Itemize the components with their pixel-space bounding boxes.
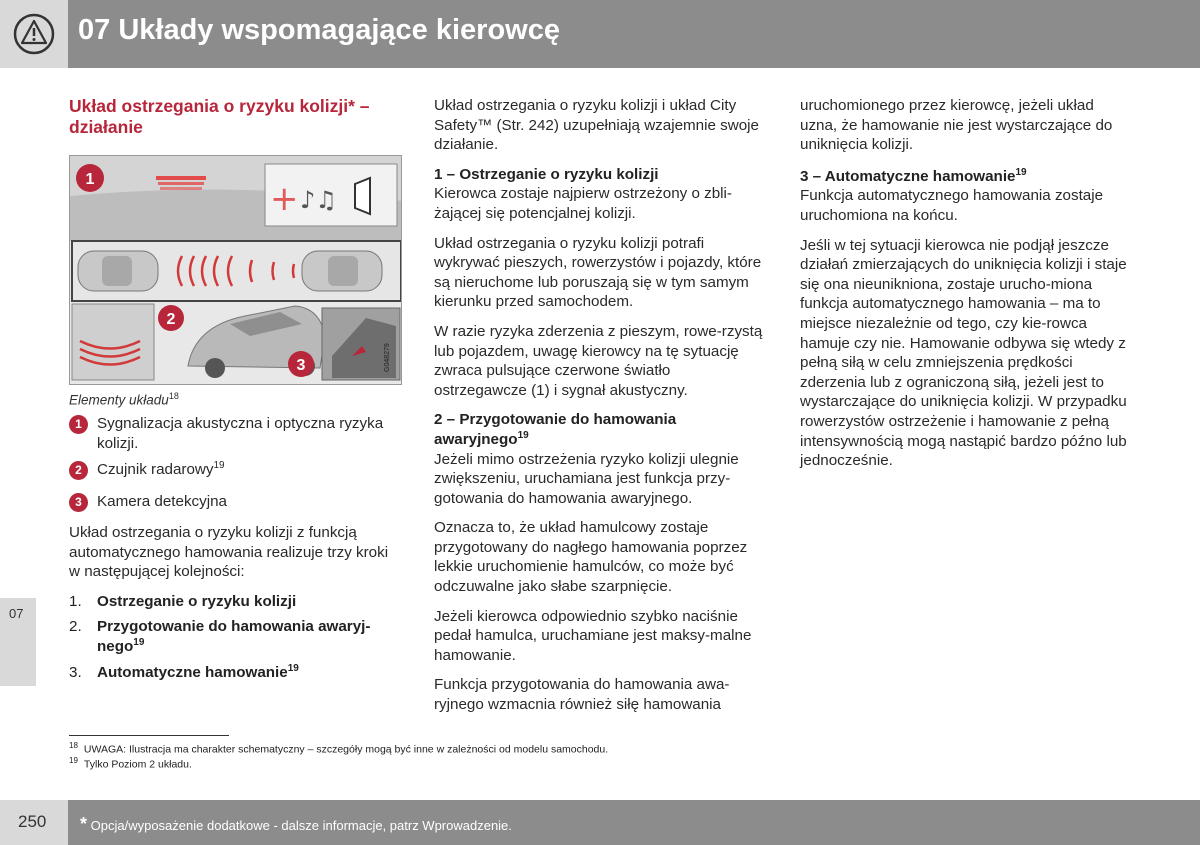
legend-number: 3 [69,493,88,512]
marker-2-label: 2 [166,311,176,328]
subheading: 3 – Automatyczne hamowanie$^{19}$ [800,166,1027,185]
paragraph: Kierowca zostaje najpierw ostrzeżony o zbli-żającej się potencjalnej kolizji. [434,185,732,222]
marker-3-label: 3 [296,357,306,374]
paragraph: Jeżeli mimo ostrzeżenia ryzyko kolizji ulegnie zwiększeniu, uruchamiana jest funkcja przy-gotowania do hamowania awaryjnego. [434,450,739,507]
footer-note: * Opcja/wyposażenie dodatkowe - dalsze informacje, patrz Wprowadzenie. [80,814,512,834]
paragraph: uruchomionego przez kierowcę, jeżeli układ uzna, że hamowanie nie jest wystarczające do uniknięcia kolizji. [800,97,1113,154]
step-item: 3. Automatyczne hamowanie$^{19}$ [69,662,299,681]
paragraph: Oznacza to, że układ hamulcowy zostaje przygotowany do nagłego hamowania poprzez lekkie uruchomienie hamulców, co może być odczuwalne jako słabe szarpnięcie. [434,519,748,596]
footnote-ref: 18 [168,391,179,401]
column-3 [800,96,1135,481]
image-code: G048279 [384,343,391,372]
column-1 [69,96,389,138]
legend-number: 1 [69,415,88,434]
paragraph: Funkcja automatycznego hamowania zostaje uruchomiona na końcu. [800,187,1104,224]
chapter-tab [0,598,36,686]
legend-text: Sygnalizacja akustyczna i optyczna ryzyka kolizji. [97,415,384,452]
footnote: $^{18}$ UWAGA: Ilustracja ma charakter schematyczny – szczegóły mogą być inne w zależności od modelu samochodu. [69,741,609,756]
section-heading: Układ ostrzegania o ryzyku kolizji* – działanie [69,96,370,137]
asterisk: * [80,814,88,834]
svg-text:+: + [270,179,299,219]
intro-paragraph: Układ ostrzegania o ryzyku kolizji z funkcją automatycznego hamowania realizuje trzy kroki w następującej kolejności: [69,524,389,581]
step-item: 2. Przygotowanie do hamowania awaryj-nego$^{19}$ [69,618,371,655]
steps-list [69,592,389,682]
system-illustration [69,155,402,385]
legend-item [69,492,399,512]
figure-caption-text: Elementy układu [69,392,169,408]
warning-triangle-icon [12,12,56,56]
figure-caption [69,391,179,408]
paragraph: Jeśli w tej sytuacji kierowca nie podjął jeszcze działań zmierzających do uniknięcia kolizji i staje się ona nieunikniona, zostaje urucho-miona funkcja automatycznego hamowania – ma to miejsce niezależnie od tego, czy kie-rowca hamuje czy nie. Hamowanie odbywa się wtedy z pełną siłą w celu zmniejszenia prędkości zderzenia lub z ograniczoną siłą, jeżeli jest to wystarczające do uniknięcia kolizji. W przypadku rowerzystów ostrzeżenie i hamowanie z pełną intensywnością mogą nastąpić bardzo późno lub jednocześnie. [800,236,1127,470]
legend-item [69,460,399,480]
column-2 [434,96,764,725]
marker-1-label: 1 [85,171,95,188]
legend-item [69,414,399,453]
chapter-tab-label: 07 [9,606,24,621]
page-number: 250 [18,812,47,831]
page-title: 07 Układy wspomagające kierowcę [78,14,560,46]
footnote-divider [69,735,229,736]
column-1-body [69,523,389,688]
subheading: 1 – Ostrzeganie o ryzyku kolizji [434,165,659,183]
footnote: $^{19}$ Tylko Poziom 2 układu. [69,756,192,771]
legend-number: 2 [69,461,88,480]
paragraph: Jeżeli kierowca odpowiednio szybko naciśnie pedał hamulca, uruchamiane jest maksy-malne hamowanie. [434,607,752,664]
paragraph: Funkcja przygotowania do hamowania awa-ryjnego wzmacnia również siłę hamowania [434,676,730,714]
paragraph: Układ ostrzegania o ryzyku kolizji potrafi wykrywać pieszych, rowerzystów i pojazdy, które są nieruchome lub poruszają się w tym samym kierunku przed samochodem. [434,234,762,311]
paragraph: W razie ryzyka zderzenia z pieszym, rowe-rzystą lub pojazdem, uwagę kierowcy na tę sytuację zwraca pulsujące czerwone światło ostrzegawcze (1) i sygnał akustyczny. [434,322,763,399]
step-item: 1. Ostrzeganie o ryzyku kolizji [69,592,297,610]
svg-text:♪♫: ♪♫ [300,186,337,214]
legend-text: Czujnik radarowy$^{19}$ [97,459,225,478]
legend-text: Kamera detekcyjna [97,493,228,510]
illustration-svg [70,156,402,385]
subheading: 2 – Przygotowanie do hamowania awaryjnego$^{19}$ [434,411,677,448]
paragraph: Układ ostrzegania o ryzyku kolizji i układ City Safety™ (Str. 242) uzupełniają wzajemnie swoje działanie. [434,97,760,154]
